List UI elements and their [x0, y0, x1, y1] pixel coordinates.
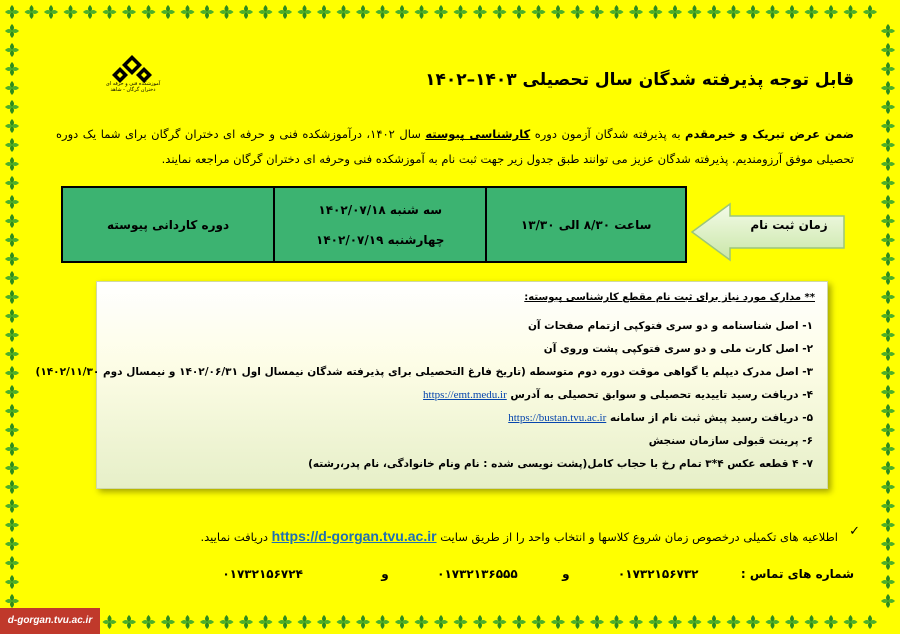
leaf-ornament: [881, 518, 895, 532]
leaf-ornament: [5, 442, 19, 456]
leaf-ornament: [5, 5, 19, 19]
leaf-ornament: [5, 385, 19, 399]
leaf-ornament: [881, 309, 895, 323]
leaf-ornament: [881, 366, 895, 380]
leaf-ornament: [881, 252, 895, 266]
leaf-ornament: [668, 615, 682, 629]
documents-list: [35, 320, 813, 481]
contact-line: [222, 567, 854, 581]
leaf-ornament: [590, 615, 604, 629]
leaf-ornament: [881, 442, 895, 456]
leaf-ornament: [103, 5, 117, 19]
leaf-ornament: [356, 5, 370, 19]
leaf-ornament: [785, 5, 799, 19]
leaf-ornament: [824, 615, 838, 629]
leaf-ornament: [278, 615, 292, 629]
leaf-ornament: [454, 615, 468, 629]
footer-url: d-gorgan.tvu.ac.ir: [0, 608, 100, 634]
intro-course-name: کارشناسی پیوسته: [425, 127, 531, 141]
leaf-ornament: [434, 615, 448, 629]
leaf-ornament: [259, 5, 273, 19]
course-cell: دوره کاردانی پیوسته: [62, 187, 274, 262]
leaf-ornament: [44, 5, 58, 19]
time-cell: ساعت ۸/۳۰ الی ۱۳/۳۰: [486, 187, 686, 262]
registration-time-label: زمان ثبت نام: [750, 218, 828, 232]
leaf-ornament: [415, 615, 429, 629]
leaf-ornament: [512, 615, 526, 629]
leaf-ornament: [5, 119, 19, 133]
leaf-ornament: [532, 5, 546, 19]
leaf-ornament: [863, 5, 877, 19]
leaf-ornament: [881, 499, 895, 513]
bustan-link[interactable]: https://bustan.tvu.ac.ir: [508, 412, 607, 424]
list-item: [93, 389, 813, 412]
leaf-ornament: [5, 176, 19, 190]
leaf-ornament: [881, 43, 895, 57]
leaf-ornament: [881, 556, 895, 570]
documents-heading: ** مدارک مورد نیاز برای ثبت نام مقطع کارشناسی پیوسته:: [524, 292, 815, 303]
leaf-ornament: [746, 615, 760, 629]
leaf-ornament: [881, 271, 895, 285]
leaf-ornament: [5, 252, 19, 266]
phone-1: ۰۱۷۳۲۱۵۶۷۳۲: [617, 567, 699, 581]
leaf-ornament: [881, 290, 895, 304]
list-item: ۳- اصل مدرک دیپلم یا گواهی موقت دوره دوم متوسطه (تاریخ فارغ التحصیلی برای پذیرفته شدگان نیمسال اول ۱۴۰۲/۰۶/۳۱ و نیمسال دوم ۱۴۰۲/۱۱/۳۰): [35, 366, 813, 378]
date-1: سه شنبه ۱۴۰۲/۰۷/۱۸: [318, 202, 443, 217]
leaf-ornament: [881, 81, 895, 95]
leaf-ornament: [122, 5, 136, 19]
leaf-ornament: [707, 5, 721, 19]
leaf-ornament: [629, 5, 643, 19]
leaf-ornament: [649, 615, 663, 629]
list-item: ۲- اصل کارت ملی و دو سری فتوکپی پشت وروی آن: [543, 343, 813, 355]
leaf-ornament: [434, 5, 448, 19]
leaf-ornament: [298, 5, 312, 19]
leaf-ornament: [649, 5, 663, 19]
leaf-ornament: [259, 615, 273, 629]
leaf-ornament: [5, 100, 19, 114]
leaf-ornament: [766, 615, 780, 629]
checkmark-icon: ✓: [849, 524, 860, 539]
leaf-ornament: [805, 5, 819, 19]
leaf-ornament: [785, 615, 799, 629]
leaf-ornament: [5, 461, 19, 475]
leaf-ornament: [844, 615, 858, 629]
leaf-ornament: [5, 366, 19, 380]
leaf-ornament: [356, 615, 370, 629]
leaf-ornament: [881, 138, 895, 152]
leaf-ornament: [766, 5, 780, 19]
intro-greeting: ضمن عرض تبریک و خیرمقدم: [685, 127, 854, 141]
leaf-ornament: [5, 62, 19, 76]
leaf-ornament: [610, 615, 624, 629]
leaf-ornament: [707, 615, 721, 629]
leaf-ornament: [881, 233, 895, 247]
arrow-left-icon: [690, 202, 848, 262]
leaf-ornament: [5, 214, 19, 228]
leaf-ornament: [881, 404, 895, 418]
leaf-ornament: [493, 615, 507, 629]
contact-label: شماره های تماس :: [740, 567, 854, 581]
leaf-ornament: [5, 309, 19, 323]
leaf-ornament: [493, 5, 507, 19]
and-2: و: [381, 567, 389, 581]
list-item: ۶- پرینت قبولی سازمان سنجش: [648, 435, 813, 447]
registration-schedule-table: [61, 186, 687, 263]
page-title: قابل توجه پذیرفته شدگان سال تحصیلی ۱۴۰۳–۱۴۰۲: [425, 70, 854, 90]
leaf-ornament: [881, 385, 895, 399]
leaf-ornament: [668, 5, 682, 19]
leaf-ornament: [5, 556, 19, 570]
leaf-ornament: [5, 518, 19, 532]
leaf-ornament: [571, 615, 585, 629]
info-text-b: دریافت نمایید.: [200, 530, 272, 544]
leaf-ornament: [5, 24, 19, 38]
leaf-ornament: [881, 461, 895, 475]
leaf-ornament: [5, 575, 19, 589]
leaf-ornament: [5, 233, 19, 247]
leaf-ornament: [473, 615, 487, 629]
leaf-ornament: [5, 594, 19, 608]
leaf-ornament: [454, 5, 468, 19]
leaf-ornament: [727, 615, 741, 629]
phone-2: ۰۱۷۳۲۱۳۶۵۵۵: [437, 567, 518, 581]
leaf-ornament: [298, 615, 312, 629]
leaf-ornament: [881, 24, 895, 38]
leaf-ornament: [5, 328, 19, 342]
leaf-ornament: [590, 5, 604, 19]
leaf-ornament: [5, 423, 19, 437]
leaf-ornament: [415, 5, 429, 19]
leaf-ornament: [142, 615, 156, 629]
leaf-ornament: [64, 5, 78, 19]
leaf-ornament: [688, 5, 702, 19]
leaf-ornament: [83, 5, 97, 19]
leaf-ornament: [863, 615, 877, 629]
leaf-ornament: [881, 347, 895, 361]
list-item: ۱- اصل شناسنامه و دو سری فتوکپی ازتمام صفحات آن: [527, 320, 813, 332]
leaf-ornament: [532, 615, 546, 629]
leaf-ornament: [881, 62, 895, 76]
leaf-ornament: [610, 5, 624, 19]
leaf-ornament: [5, 404, 19, 418]
leaf-ornament: [122, 615, 136, 629]
leaf-ornament: [5, 347, 19, 361]
leaf-ornament: [881, 423, 895, 437]
leaf-ornament: [881, 195, 895, 209]
documents-box: [35, 281, 828, 489]
leaf-ornament: [881, 480, 895, 494]
date-2: چهارشنبه ۱۴۰۲/۰۷/۱۹: [316, 232, 445, 247]
leaf-ornament: [161, 5, 175, 19]
leaf-ornament: [395, 5, 409, 19]
leaf-ornament: [881, 328, 895, 342]
logo-caption: آموزشکده فنی و حرفه ای دختران گرگان - شاهد: [105, 81, 161, 93]
leaf-ornament: [881, 100, 895, 114]
leaf-ornament: [881, 537, 895, 551]
leaf-ornament: [571, 5, 585, 19]
list-item: [93, 412, 813, 435]
leaf-ornament: [181, 5, 195, 19]
leaf-ornament: [376, 5, 390, 19]
intro-text-1: به پذیرفته شدگان آزمون دوره: [530, 127, 686, 141]
leaf-ornament: [5, 290, 19, 304]
leaf-ornament: [551, 615, 565, 629]
leaf-ornament: [881, 214, 895, 228]
leaf-ornament: [551, 5, 565, 19]
info-text-a: اطلاعیه های تکمیلی درخصوص زمان شروع کلاسها و انتخاب واحد را از طریق سایت: [436, 530, 838, 544]
leaf-ornament: [5, 195, 19, 209]
leaf-ornament: [200, 5, 214, 19]
leaf-ornament: [220, 615, 234, 629]
leaf-ornament: [512, 5, 526, 19]
leaf-ornament: [824, 5, 838, 19]
and-1: و: [562, 567, 570, 581]
leaf-ornament: [5, 537, 19, 551]
leaf-ornament: [688, 615, 702, 629]
leaf-ornament: [5, 271, 19, 285]
leaf-ornament: [376, 615, 390, 629]
leaf-ornament: [881, 575, 895, 589]
leaf-ornament: [181, 615, 195, 629]
info-line: [200, 528, 838, 544]
emt-link[interactable]: https://emt.medu.ir: [423, 389, 507, 401]
leaf-ornament: [337, 615, 351, 629]
leaf-ornament: [278, 5, 292, 19]
list-item-text: ۵- دریافت رسید پیش ثبت نام از سامانه: [609, 412, 813, 424]
leaf-ornament: [239, 615, 253, 629]
leaf-ornament: [5, 499, 19, 513]
leaf-ornament: [25, 5, 39, 19]
leaf-ornament: [161, 615, 175, 629]
leaf-ornament: [5, 43, 19, 57]
site-link[interactable]: https://d-gorgan.tvu.ac.ir: [271, 528, 437, 544]
leaf-ornament: [103, 615, 117, 629]
leaf-ornament: [881, 176, 895, 190]
leaf-ornament: [844, 5, 858, 19]
leaf-ornament: [5, 138, 19, 152]
leaf-ornament: [337, 5, 351, 19]
leaf-ornament: [5, 157, 19, 171]
leaf-ornament: [142, 5, 156, 19]
leaf-ornament: [746, 5, 760, 19]
leaf-ornament: [317, 615, 331, 629]
leaf-ornament: [239, 5, 253, 19]
intro-paragraph: [56, 122, 854, 172]
intro-text-2: سال ۱۴۰۲، درآموزشکده فنی و حرفه ای دختران گرگان برای شما یک دوره تحصیلی موفق آرزومندیم. پذیرفته شدگان عزیز می توانند طبق جدول زیر جهت ثبت نام به آموزشکده فنی وحرفه ای دختران گرگان مراجعه نمایند.: [56, 127, 854, 166]
leaf-ornament: [317, 5, 331, 19]
leaf-ornament: [220, 5, 234, 19]
leaf-ornament: [727, 5, 741, 19]
leaf-ornament: [5, 480, 19, 494]
leaf-ornament: [200, 615, 214, 629]
leaf-ornament: [881, 157, 895, 171]
leaf-ornament: [629, 615, 643, 629]
leaf-ornament: [805, 615, 819, 629]
list-item: ۷- ۴ قطعه عکس ۴*۳ تمام رخ با حجاب کامل(پشت نویسی شده : نام ونام خانوادگی، نام پدر،رشته): [308, 458, 813, 470]
list-item-text: ۴- دریافت رسید تاییدیه تحصیلی و سوابق تحصیلی به آدرس: [510, 389, 813, 401]
phone-3: ۰۱۷۳۲۱۵۶۷۲۴: [222, 567, 303, 581]
leaf-ornament: [881, 594, 895, 608]
dates-cell: [274, 187, 486, 262]
leaf-ornament: [881, 119, 895, 133]
leaf-ornament: [395, 615, 409, 629]
leaf-ornament: [5, 81, 19, 95]
leaf-ornament: [473, 5, 487, 19]
